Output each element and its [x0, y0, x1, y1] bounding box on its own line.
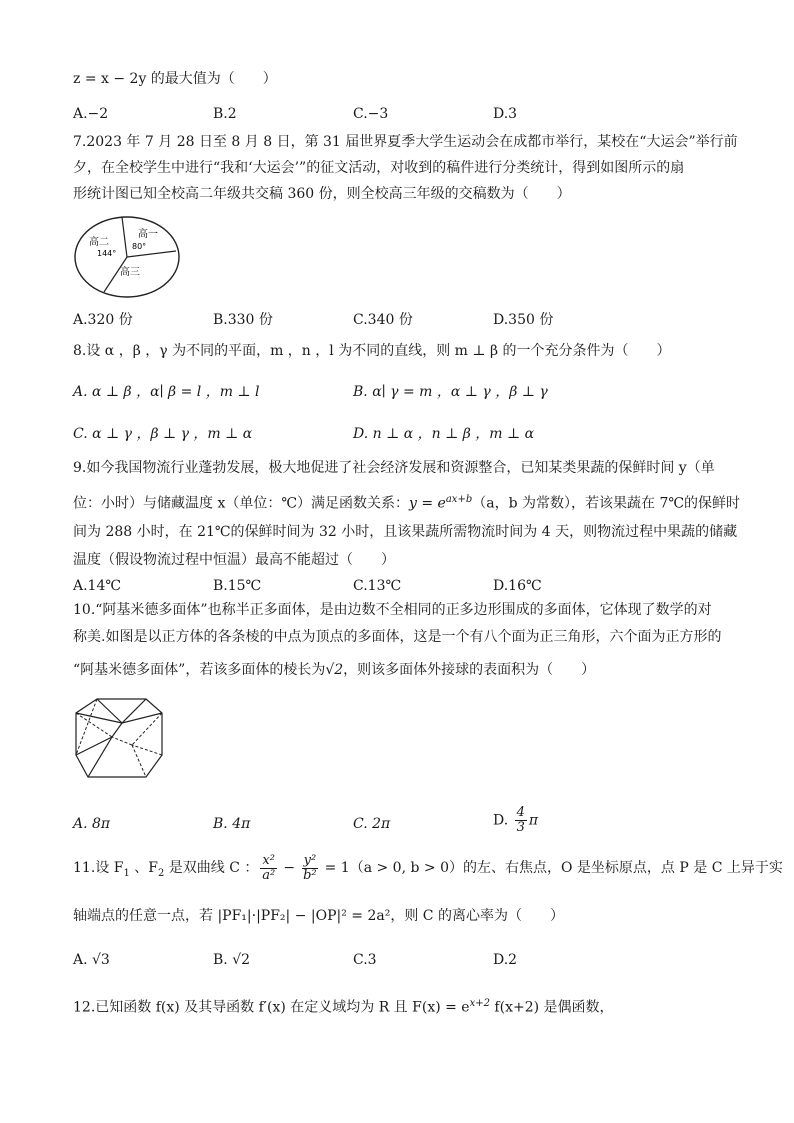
option-a: A.−2	[73, 106, 109, 122]
q9-line-1: 9.如今我国物流行业蓬勃发展，极大地促进了社会经济发展和资源整合，已知某类果蔬的保鲜时间 y（单	[73, 460, 715, 476]
option-a: A.320 份	[73, 312, 133, 328]
q9-formula: y = e	[409, 495, 446, 512]
option-c: C. α ⊥ γ ，β ⊥ γ ，m ⊥ α	[73, 426, 253, 442]
q10-edge-length: √2	[325, 662, 344, 678]
q10-line-2: 称美.如图是以正方体的各条棱的中点为顶点的多面体，这是一个有八个面为正三角形，六个面为正方形的	[73, 629, 722, 645]
q8-line: 8.设 α ，β ，γ 为不同的平面，m ，n ，l 为不同的直线，则 m ⊥ β 的一个充分条件为（ ）	[73, 343, 671, 359]
q9-line-2	[73, 490, 740, 514]
option-d-denominator: 3	[516, 820, 525, 835]
q9-line-2-text-a: 位：小时）与储藏温度 x（单位：℃）满足函数关系：	[73, 495, 410, 512]
q11-text-d: = 1（a > 0, b > 0）的左、右焦点，O 是坐标原点，点 P 是 C 上异于实	[320, 860, 783, 876]
cuboctahedron-figure	[72, 695, 167, 780]
q11-fraction-x	[260, 854, 277, 883]
label-gao2: 高二	[89, 237, 109, 248]
q12-text-a: 12.已知函数 f(x) 及其导函数 f′(x) 在定义域均为 R 且 F(x) = e	[73, 999, 470, 1016]
q9-line-3: 间为 288 小时，在 21℃的保鲜时间为 32 小时，且该果蔬所需物流时间为 4 天，则物流过程中果蔬的储藏	[73, 524, 738, 540]
q11-line-2: 轴端点的任意一点，若 |PF₁|·|PF₂| − |OP|² = 2a²，则 C 的离心率为（ ）	[73, 908, 564, 924]
q11-frac-y-num: y²	[303, 852, 317, 868]
option-d-fraction	[515, 806, 527, 835]
q12-line	[73, 994, 614, 1018]
q9-formula-exponent: ax+b	[445, 494, 473, 505]
q10-line-3-text-a: “阿基米德多面体”，若该多面体的棱长为	[73, 662, 326, 678]
label-80: 80°	[132, 242, 147, 251]
q10-line-1: 10.“阿基米德多面体”也称半正多面体，是由边数不全相同的正多边形围成的多面体，它体现了数学的对	[73, 602, 712, 618]
q11-frac-x-num: x²	[262, 852, 275, 868]
option-c: C.340 份	[353, 312, 413, 328]
q12-text-b: f(x+2) 是偶函数，	[489, 999, 614, 1016]
option-d-prefix: D.	[493, 812, 509, 829]
q7-options	[73, 310, 733, 330]
q8-options-row2	[73, 424, 733, 444]
option-c: C.3	[353, 952, 377, 968]
label-gao1: 高一	[138, 229, 158, 240]
q7-line-3: 形统计图已知全校高二年级共交稿 360 份，则全校高三年级的交稿数为（ ）	[73, 186, 571, 202]
option-c: C.13℃	[353, 578, 402, 594]
option-a: A. 8π	[73, 816, 111, 832]
option-b: B.2	[213, 106, 237, 122]
label-gao3: 高三	[120, 267, 140, 278]
q12-exponent: x+2	[469, 998, 490, 1009]
option-d: D.350 份	[493, 312, 554, 328]
q10-line-3-text-b: ，则该多面体外接球的表面积为（ ）	[343, 662, 596, 678]
option-d: D. n ⊥ α ，n ⊥ β ，m ⊥ α	[353, 426, 535, 442]
q6-tail-line: z = x − 2y 的最大值为（ ）	[73, 71, 277, 87]
option-b: B. 4π	[213, 816, 251, 832]
option-b: B.15℃	[213, 578, 262, 594]
option-b: B. √2	[213, 952, 251, 968]
q9-options	[73, 576, 733, 596]
q11-frac-y-den: b²	[303, 867, 317, 883]
q11-sub-1: 1	[123, 867, 130, 879]
q11-frac-x-den: a²	[262, 867, 276, 883]
q11-text-c: 是双曲线 C ：	[164, 860, 259, 876]
q10-options	[73, 806, 733, 842]
q11-text-a: 11.设 F	[73, 860, 124, 876]
option-b: B. α∣ γ = m ，α ⊥ γ ，β ⊥ γ	[353, 384, 548, 400]
q10-line-3	[73, 660, 595, 680]
option-c: C.−3	[353, 106, 389, 122]
option-c: C. 2π	[353, 816, 391, 832]
option-a: A.14℃	[73, 578, 122, 594]
option-a: A. α ⊥ β ，α∣ β = l ，m ⊥ l	[73, 384, 260, 400]
option-d: D.2	[493, 952, 518, 968]
option-d: D.3	[493, 106, 518, 122]
option-d: D.16℃	[493, 578, 542, 594]
q7-line-2: 夕，在全校学生中进行“我和‘大运会’”的征文活动，对收到的稿件进行分类统计，得到如图所示的扇	[73, 160, 685, 176]
option-d-pi: π	[528, 812, 539, 829]
q11-options	[73, 950, 733, 970]
option-d	[493, 806, 538, 835]
q8-options-row1	[73, 382, 733, 402]
option-d-numerator: 4	[516, 805, 525, 820]
q11-fraction-y	[302, 854, 319, 883]
option-a: A. √3	[73, 952, 110, 968]
q11-text-b: 、F	[129, 860, 158, 876]
q11-line-1	[73, 851, 783, 891]
option-b: B.330 份	[213, 312, 273, 328]
q7-line-1: 7.2023 年 7 月 28 日至 8 月 8 日，第 31 届世界夏季大学生运动会在成都市举行，某校在“大运会”举行前	[73, 134, 738, 150]
pie-chart-figure	[72, 215, 182, 300]
q6-options	[73, 104, 733, 124]
label-144: 144°	[97, 249, 117, 258]
q11-minus: −	[278, 860, 300, 876]
q9-line-4: 温度（假设物流过程中恒温）最高不能超过（ ）	[73, 552, 395, 568]
q11-sub-2: 2	[157, 867, 165, 879]
q9-line-2-text-b: （a，b 为常数），若该果蔬在 7℃的保鲜时	[472, 495, 741, 512]
